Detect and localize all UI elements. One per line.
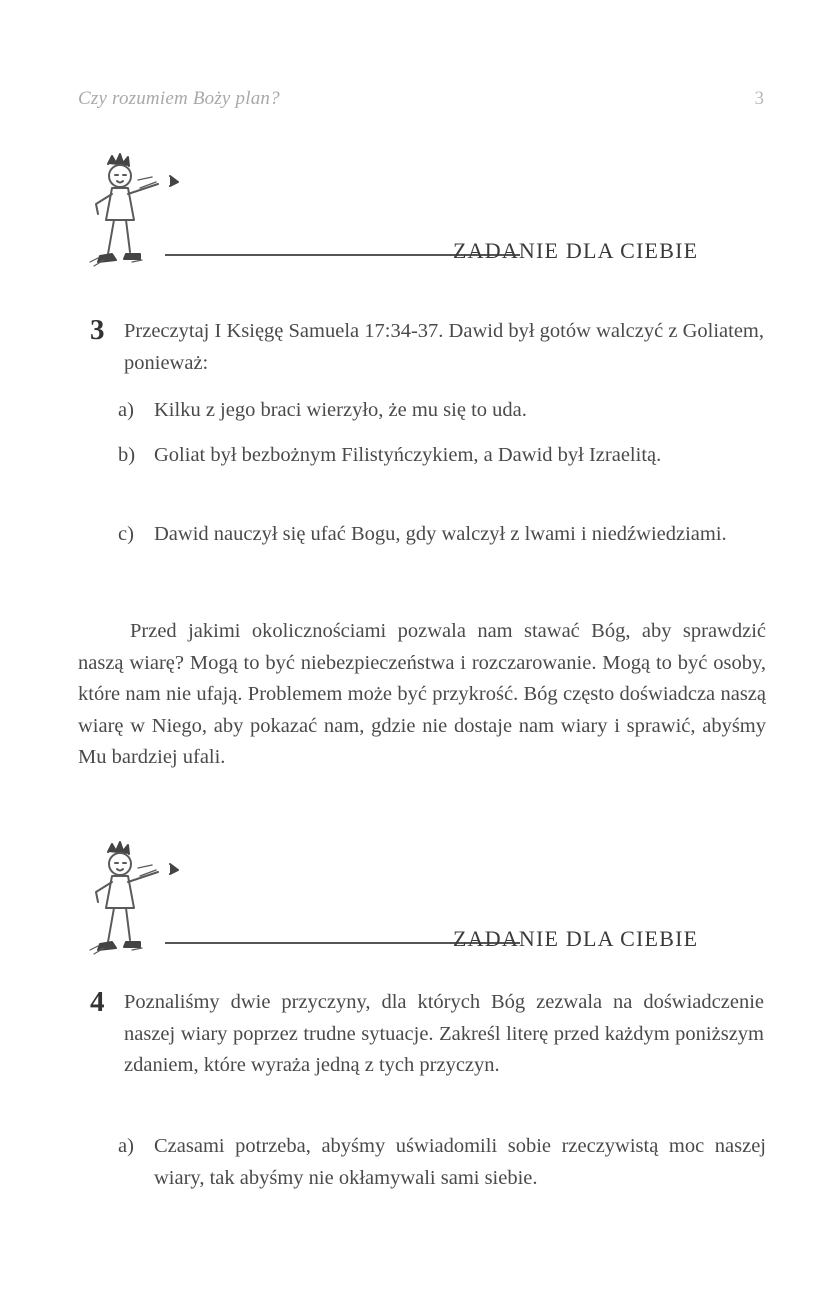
task-number: 4	[90, 986, 105, 1018]
running-header: Czy rozumiem Boży plan?	[78, 88, 280, 109]
option-text: Czasami potrzeba, abyśmy uświadomili sobie rzeczywistą moc naszej wiary, tak abyśmy nie okłamywali sami siebie.	[154, 1135, 766, 1189]
boy-illustration-icon	[80, 150, 195, 280]
option-text: Goliat był bezbożnym Filistyńczykiem, a Dawid był Izraelitą.	[154, 444, 662, 466]
option-text: Kilku z jego braci wierzyło, że mu się to uda.	[154, 399, 527, 421]
page-number: 3	[754, 88, 764, 109]
option-letter: c)	[118, 523, 134, 545]
body-paragraph: Przed jakimi okolicznościami pozwala nam stawać Bóg, aby sprawdzić naszą wiarę? Mogą to być niebezpieczeństwa i rozczarowanie. Mogą to być osoby, które nam nie ufają. Problemem może być przykrość. Bóg często doświadcza naszą wiarę w Niego, aby pokazać nam, gdzie nie dostaje nam wiary i sprawić, abyśmy Mu bardziej ufali.	[78, 620, 766, 768]
task-heading: ZADANIE DLA CIEBIE	[453, 926, 699, 951]
boy-illustration-icon	[80, 838, 195, 968]
task-heading: ZADANIE DLA CIEBIE	[453, 238, 699, 263]
task-intro: Poznaliśmy dwie przyczyny, dla których Bóg zezwala na doświadczenie naszej wiary poprzez trudne sytuacje. Zakreśl literę przed każdym poniższym zdaniem, które wyraża jedną z tych przyczyn.	[124, 991, 764, 1076]
task-intro: Przeczytaj I Księgę Samuela 17:34-37. Dawid był gotów walczyć z Goliatem, ponieważ:	[124, 320, 764, 374]
option-letter: b)	[118, 444, 136, 466]
task-header-3	[80, 150, 780, 280]
option-letter: a)	[118, 399, 134, 421]
option-letter: a)	[118, 1135, 134, 1157]
option-text: Dawid nauczył się ufać Bogu, gdy walczył z lwami i niedźwiedziami.	[154, 523, 727, 545]
task-number: 3	[90, 314, 105, 346]
task-header-4	[80, 838, 780, 968]
